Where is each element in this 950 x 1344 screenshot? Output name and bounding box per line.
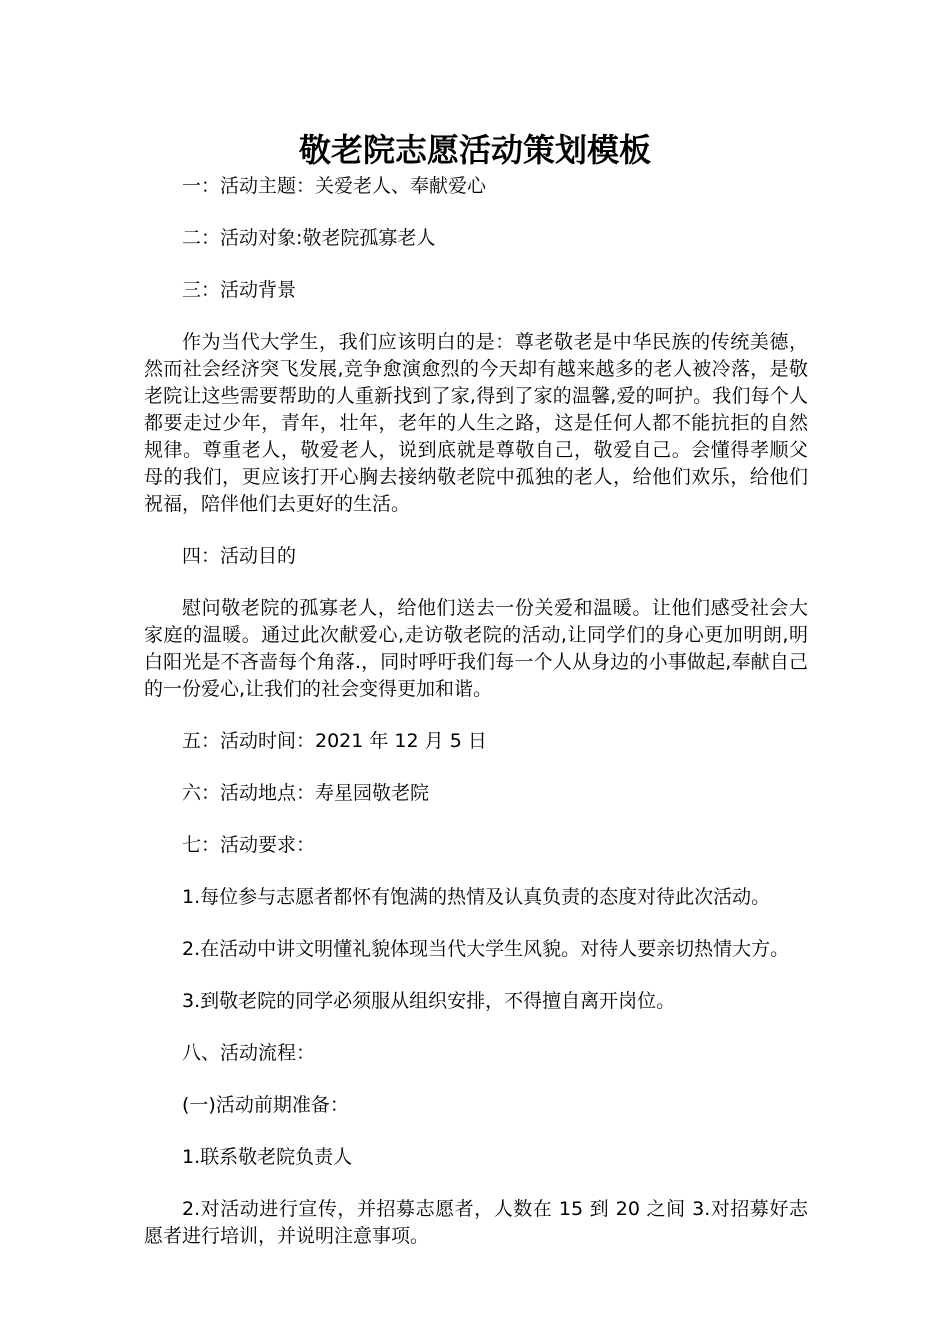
requirement-item: 1.每位参与志愿者都怀有饱满的热情及认真负责的态度对待此次活动。 — [182, 886, 771, 908]
process-item: 1.联系敬老院负责人 — [182, 1146, 353, 1168]
section-topic: 一：活动主题：关爱老人、奉献爱心 — [182, 175, 487, 197]
section-background-text: 作为当代大学生，我们应该明白的是：尊老敬老是中华民族的传统美德，然而社会经济突飞发展,竞争愈演愈烈的今天却有越来越多的老人被冷落，是敬老院让这些需要帮助的人重新找到了家,得到了家的温馨,爱的呵护。我们每个人都要走过少年，青年，壮年，老年的人生之路，这是任何人都不能抗拒的自然规律。尊重老人，敬爱老人，说到底就是尊敬自己，敬爱自己。会懂得孝顺父母的我们，更应该打开心胸去接纳敬老院中孤独的老人，给他们欢乐，给他们祝福，陪伴他们去更好的生活。 — [144, 331, 808, 515]
section-time: 五：活动时间：2021 年 12 月 5 日 — [182, 730, 487, 752]
process-item: 2.对活动进行宣传，并招募志愿者，人数在 15 到 20 之间 3.对招募好志愿者进行培训，并说明注意事项。 — [144, 1198, 808, 1247]
requirement-item: 2.在活动中讲文明懂礼貌体现当代大学生风貌。对待人要亲切热情大方。 — [182, 938, 790, 960]
document-title: 敬老院志愿活动策划模板 — [298, 131, 651, 169]
section-requirements-heading: 七：活动要求： — [182, 834, 316, 856]
section-purpose-heading: 四：活动目的 — [182, 545, 297, 567]
document-body — [144, 173, 808, 1275]
section-location: 六：活动地点：寿星园敬老院 — [182, 782, 430, 804]
section-purpose-text: 慰问敬老院的孤寡老人，给他们送去一份关爱和温暖。让他们感受社会大家庭的温暖。通过此次献爱心,走访敬老院的活动,让同学们的身心更加明朗,明白阳光是不吝啬每个角落.，同时呼吁我们每一个人从身边的小事做起,奉献自己的一份爱心,让我们的社会变得更加和谐。 — [144, 597, 808, 700]
section-background-heading: 三：活动背景 — [182, 279, 297, 301]
requirement-item: 3.到敬老院的同学必须服从组织安排，不得擅自离开岗位。 — [182, 990, 676, 1012]
section-process-heading: 八、活动流程： — [182, 1042, 316, 1064]
section-audience: 二：活动对象:敬老院孤寡老人 — [182, 227, 436, 249]
process-subheading: (一)活动前期准备： — [182, 1094, 349, 1116]
